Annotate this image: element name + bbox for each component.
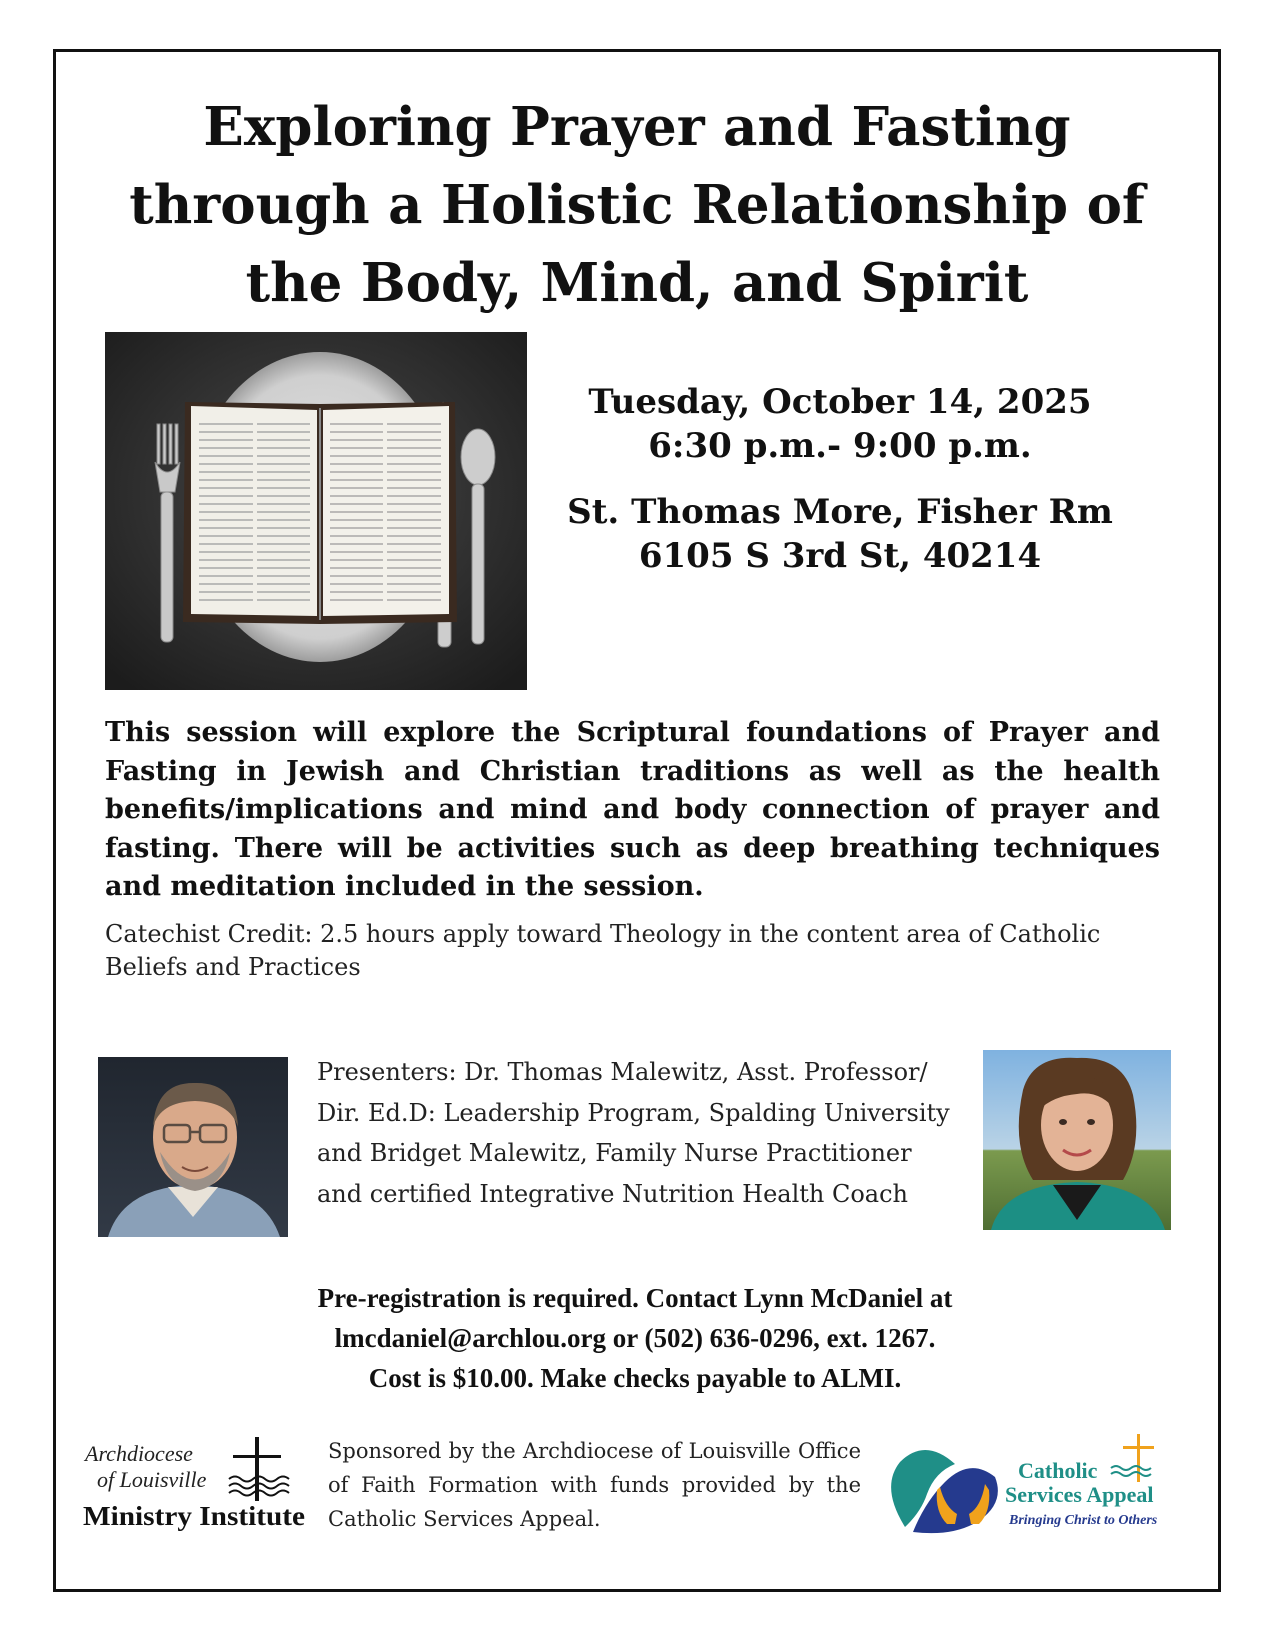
logo-left-line-1: Archdiocese [85, 1441, 193, 1466]
event-address: 6105 S 3rd St, 40214 [638, 536, 1042, 576]
csa-line-2: Services Appeal [1005, 1482, 1154, 1507]
logo-left-line-3: Ministry Institute [83, 1501, 306, 1531]
registration-info [130, 1278, 1140, 1398]
registration-line-1: Pre-registration is required. Contact Lynn McDaniel at [317, 1283, 953, 1313]
event-location: St. Thomas More, Fisher Rm [567, 492, 1113, 532]
presenters-text: Presenters: Dr. Thomas Malewitz, Asst. Professor/ Dir. Ed.D: Leadership Program, Spalding University and Bridget Malewitz, Family Nurse Practitioner and certified Integrative Nutrition Health Coach [317, 1058, 950, 1208]
presenter-photo-bridget [983, 1050, 1171, 1230]
catholic-services-appeal-logo [885, 1432, 1175, 1542]
title-line-3: the Body, Mind, and Spirit [245, 252, 1029, 314]
csa-cross-icon [1111, 1434, 1154, 1482]
registration-cost: Cost is $10.00. Make checks payable to ALMI. [368, 1363, 902, 1393]
csa-line-1: Catholic [1018, 1458, 1098, 1483]
title-line-2: through a Holistic Relationship of [129, 174, 1145, 236]
event-time: 6:30 p.m.- 9:00 p.m. [648, 426, 1032, 466]
catechist-credit: Catechist Credit: 2.5 hours apply toward Theology in the content area of Catholic Beliefs and Practices [105, 920, 1101, 981]
event-date: Tuesday, October 14, 2025 [588, 382, 1092, 422]
bible-on-plate-image [105, 332, 527, 690]
ministry-institute-logo [83, 1437, 308, 1537]
presenter-photo-thomas [98, 1057, 288, 1237]
flyer-title [53, 88, 1221, 322]
heart-hands-icon [891, 1450, 998, 1533]
registration-contact: lmcdaniel@archlou.org or (502) 636-0296, ext. 1267. [334, 1323, 936, 1353]
event-details [560, 380, 1120, 578]
sponsor-text: Sponsored by the Archdiocese of Louisville Office of Faith Formation with funds provided by the Catholic Services Appeal. [328, 1439, 861, 1531]
session-description: This session will explore the Scriptural foundations of Prayer and Fasting in Jewish and Christian traditions as well as the health benefits/implications and mind and body connection of prayer and fasting. There will be activities such as deep breathing techniques and meditation included in the session. [105, 717, 1160, 902]
logo-left-line-2: of Louisville [97, 1467, 207, 1492]
cross-icon [229, 1437, 289, 1501]
title-line-1: Exploring Prayer and Fasting [203, 96, 1071, 158]
csa-tagline: Bringing Christ to Others [1009, 1513, 1158, 1528]
